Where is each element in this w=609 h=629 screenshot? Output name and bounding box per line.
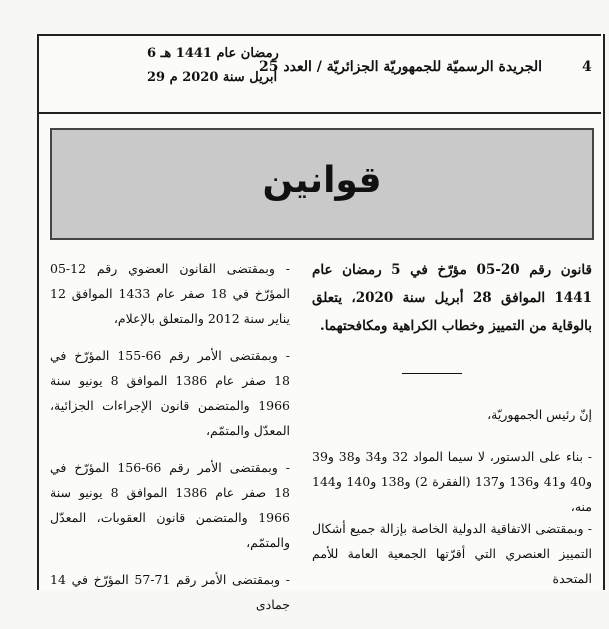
paragraph: - بناء على الدستور، لا سيما المواد 32 و34 و38 و39 و40 و41 و136 و137 (الفقرة 2) و138 و140 و144 منه، [312, 449, 593, 514]
page-number: 4 [582, 59, 592, 75]
right-column [312, 256, 592, 340]
law-title: قانون رقم 20-05 مؤرّخ في 5 رمضان عام 1441 الموافق 28 أبريل سنة 2020، يتعلق بالوقاية من التمييز وخطاب الكراهية ومكافحتهما. [312, 262, 592, 334]
gazette-title: الجريدة الرسميّة للجمهوريّة الجزائريّة / العدد 25 [259, 59, 542, 75]
paragraph: - وبمقتضى الأمر رقم 66-156 المؤرّخ في 18 صفر عام 1386 الموافق 8 يونيو سنة 1966 والمتضمن قانون العقوبات، المعدّل والمتمّم، [50, 460, 290, 550]
paragraph: - وبمقتضى الأمر رقم 71-57 المؤرّخ في 14 جمادى [50, 572, 290, 612]
paragraph: - وبمقتضى الأمر رقم 66-155 المؤرّخ في 18 صفر عام 1386 الموافق 8 يونيو سنة 1966 والمتضمن قانون الإجراءات الجزائية، المعدّل والمتمّم، [50, 348, 290, 438]
left-column [50, 256, 290, 629]
paragraph: - وبمقتضى الاتفاقية الدولية الخاصة بإزالة جميع أشكال التمييز العنصري التي أقرّتها الجمعية العامة للأمم المتحدة [312, 521, 592, 586]
date-gregorian: 29 أبريل سنة 2020 م [147, 70, 278, 85]
section-title-box [50, 128, 594, 240]
paragraph: - وبمقتضى القانون العضوي رقم 12-05 المؤرّخ في 18 صفر عام 1433 الموافق 12 يناير سنة 2012 والمتعلق بالإعلام، [50, 261, 290, 326]
separator-rule [402, 373, 462, 374]
section-title: قوانين [262, 160, 382, 201]
president-line: إنّ رئيس الجمهوريّة، [487, 407, 592, 422]
date-hijri: 6 رمضان عام 1441 هـ [147, 46, 279, 61]
page-header [37, 34, 601, 114]
